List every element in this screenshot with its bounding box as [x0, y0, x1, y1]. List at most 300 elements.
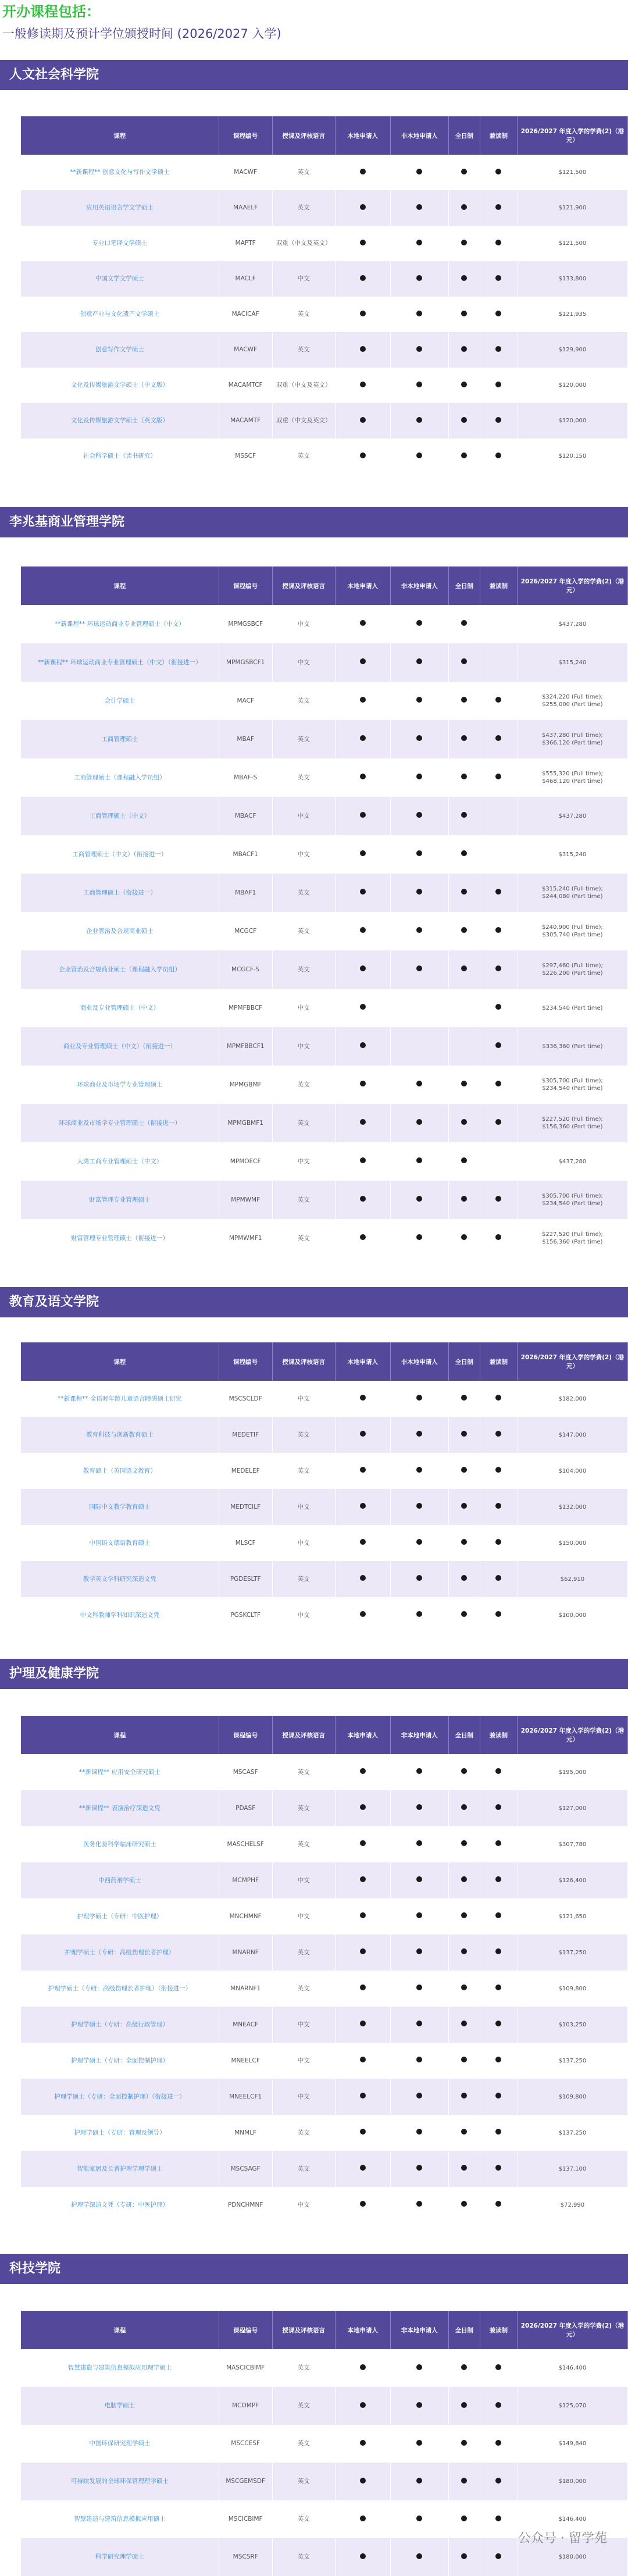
programme-name[interactable]: 教育科技与创新教育硕士 [21, 1417, 219, 1453]
programme-name[interactable]: **新课程** 环球运动商业专业管理硕士（中文） [21, 605, 219, 643]
bullet-dot-icon [495, 889, 501, 895]
programme-name[interactable]: 国际中文教学教育硕士 [21, 1489, 219, 1525]
bullet-dot-icon [495, 240, 501, 245]
tuition-fee: $126,400 [517, 1862, 627, 1898]
local-cell [335, 835, 390, 874]
table-row [21, 950, 628, 989]
pt-cell [480, 297, 517, 332]
programme-name[interactable]: 护理学硕士（专研：管理及领导） [21, 2115, 219, 2151]
bullet-dot-icon [416, 1539, 422, 1545]
programme-name[interactable]: 企业管治及合规商业硕士（课程融入学员组） [21, 950, 219, 989]
local-cell [335, 2079, 390, 2115]
bullet-dot-icon [461, 774, 467, 779]
pt-cell [480, 1417, 517, 1453]
tuition-fee: $132,000 [517, 1489, 627, 1525]
nonlocal-cell [390, 2007, 448, 2043]
nonlocal-cell [390, 1219, 448, 1257]
nonlocal-cell [390, 1826, 448, 1862]
programme-name[interactable]: 工商管理硕士 [21, 720, 219, 758]
teaching-language: 英文 [272, 1104, 335, 1142]
programme-code: MSCSRF [219, 2538, 272, 2576]
ft-cell [448, 989, 480, 1027]
table-row [21, 1104, 628, 1142]
ft-cell [448, 2387, 480, 2425]
local-cell [335, 1066, 390, 1104]
table-row [21, 2187, 628, 2223]
ft-cell [448, 874, 480, 912]
programme-code: MSCCESF [219, 2425, 272, 2463]
local-cell [335, 1754, 390, 1790]
pt-cell [480, 155, 517, 190]
programme-name[interactable]: 财富管理专业管理硕士（衔接进一） [21, 1219, 219, 1257]
local-cell [335, 2538, 390, 2576]
ft-cell [448, 2425, 480, 2463]
teaching-language: 英文 [272, 2538, 335, 2576]
bullet-dot-icon [495, 2553, 501, 2559]
teaching-language: 英文 [272, 155, 335, 190]
bullet-dot-icon [416, 204, 422, 210]
ft-cell [448, 155, 480, 190]
ft-cell [448, 1066, 480, 1104]
programme-code: MBAF [219, 720, 272, 758]
tuition-fee: $182,000 [517, 1381, 627, 1417]
bullet-dot-icon [495, 204, 501, 210]
local-cell [335, 989, 390, 1027]
bullet-dot-icon [461, 382, 467, 387]
pt-cell [480, 2463, 517, 2500]
ft-cell [448, 2079, 480, 2115]
bullet-dot-icon [360, 240, 366, 245]
bullet-dot-icon [495, 417, 501, 423]
programme-name[interactable]: 教育硕士（英国语文教育） [21, 1453, 219, 1489]
bullet-dot-icon [495, 1575, 501, 1581]
programme-name[interactable]: 企业管治及合规商业硕士 [21, 912, 219, 950]
programme-name[interactable]: 大湾工商专业管理硕士（中文） [21, 1142, 219, 1181]
programme-name[interactable]: 护理学硕士（专研：高级行政管理） [21, 2007, 219, 2043]
table-row [21, 1597, 628, 1633]
nonlocal-cell [390, 1862, 448, 1898]
table-row [21, 1826, 628, 1862]
bullet-dot-icon [416, 2478, 422, 2484]
programme-name[interactable]: 文化及传媒旅游文学硕士（英文版） [21, 403, 219, 439]
tuition-fee: $227,520 (Full time); $156,360 (Part time) [517, 1104, 627, 1142]
ft-cell [448, 682, 480, 720]
column-header: 课程 [21, 1342, 219, 1381]
programme-table [21, 1716, 628, 2223]
pt-cell [480, 1027, 517, 1066]
bullet-dot-icon [461, 1539, 467, 1545]
bullet-dot-icon [495, 965, 501, 971]
bullet-dot-icon [360, 2201, 366, 2207]
programme-code: MNARNF [219, 1934, 272, 1971]
bullet-dot-icon [495, 2440, 501, 2446]
bullet-dot-icon [416, 417, 422, 423]
bullet-dot-icon [360, 2478, 366, 2484]
local-cell [335, 1181, 390, 1219]
programme-name[interactable]: **新课程** 创意文化与写作文学硕士 [21, 155, 219, 190]
pt-cell [480, 1971, 517, 2007]
bullet-dot-icon [416, 1234, 422, 1240]
bullet-dot-icon [461, 620, 467, 626]
programme-code: MBAF-S [219, 758, 272, 797]
programme-name[interactable]: 医务化验科学临床研究硕士 [21, 1826, 219, 1862]
programme-code: MNMLF [219, 2115, 272, 2151]
bullet-dot-icon [360, 735, 366, 741]
ft-cell [448, 2007, 480, 2043]
bullet-dot-icon [461, 169, 467, 174]
bullet-dot-icon [495, 1196, 501, 1202]
tuition-fee: $315,240 [517, 643, 627, 682]
programme-code: MCGCF-S [219, 950, 272, 989]
column-header: 2026/2027 年度入学的学费(2)（港元） [517, 1716, 627, 1754]
tuition-fee: $121,650 [517, 1898, 627, 1934]
programme-name[interactable]: **新课程** 环球运动商业专业管理硕士（中文）（衔接进一） [21, 643, 219, 682]
column-header: 非本地申请人 [390, 1342, 448, 1381]
programme-table [21, 116, 628, 474]
tuition-fee: $100,000 [517, 1597, 627, 1633]
column-header: 2026/2027 年度入学的学费(2)（港元） [517, 566, 627, 605]
column-header: 本地申请人 [335, 1342, 390, 1381]
column-header: 兼读制 [480, 566, 517, 605]
ft-cell [448, 2500, 480, 2538]
programme-name[interactable]: 财富管理专业管理硕士 [21, 1181, 219, 1219]
ft-cell [448, 190, 480, 226]
tuition-fee: $305,700 (Full time); $234,540 (Part time) [517, 1066, 627, 1104]
ft-cell [448, 797, 480, 835]
bullet-dot-icon [495, 1804, 501, 1810]
bullet-dot-icon [495, 1539, 501, 1545]
bullet-dot-icon [416, 774, 422, 779]
programme-name[interactable]: 工商管理硕士（课程融入学员组） [21, 758, 219, 797]
programme-name[interactable]: 环球商业及市场学专业管理硕士 [21, 1066, 219, 1104]
table-row [21, 682, 628, 720]
table-row [21, 190, 628, 226]
programme-code: PGDESLTF [219, 1561, 272, 1597]
table-row [21, 2349, 628, 2387]
teaching-language: 英文 [272, 1790, 335, 1826]
programme-code: MPMWMF1 [219, 1219, 272, 1257]
tuition-fee: $234,540 (Part time) [517, 989, 627, 1027]
bullet-dot-icon [461, 812, 467, 818]
programme-code: PDNCHMNF [219, 2187, 272, 2223]
bullet-dot-icon [416, 453, 422, 458]
column-header: 课程编号 [219, 566, 272, 605]
programme-name[interactable]: **新课程** 全语时年龄儿童语言障碍硕士研究 [21, 1381, 219, 1417]
programme-code: MPMOECF [219, 1142, 272, 1181]
programme-name[interactable]: 文化及传媒旅游文学硕士（中文版） [21, 368, 219, 403]
programme-code: MBACF1 [219, 835, 272, 874]
table-row [21, 2043, 628, 2079]
tuition-fee: $147,000 [517, 1417, 627, 1453]
tuition-fee: $146,400 [517, 2349, 627, 2387]
ft-cell [448, 1027, 480, 1066]
table-row [21, 2007, 628, 2043]
nonlocal-cell [390, 1934, 448, 1971]
local-cell [335, 332, 390, 368]
tuition-fee: $109,800 [517, 2079, 627, 2115]
bullet-dot-icon [461, 1196, 467, 1202]
teaching-language: 英文 [272, 297, 335, 332]
programme-name[interactable]: 护理学硕士（专研：高级伤理长者护理）（衔接进一） [21, 1971, 219, 2007]
local-cell [335, 682, 390, 720]
programme-name[interactable]: 应用英语语言学文学硕士 [21, 190, 219, 226]
teaching-language: 中文 [272, 1898, 335, 1934]
programme-name[interactable]: 护理学深造文凭（专研：中医护理） [21, 2187, 219, 2223]
bullet-dot-icon [416, 1196, 422, 1202]
bullet-dot-icon [360, 382, 366, 387]
bullet-dot-icon [416, 382, 422, 387]
programme-name[interactable]: 创意写作文学硕士 [21, 332, 219, 368]
programme-name[interactable]: 工商管理硕士（衔接进一） [21, 874, 219, 912]
bullet-dot-icon [461, 1467, 467, 1473]
programme-name[interactable]: 护理学硕士（专研：全面控制护理）（衔接进一） [21, 2079, 219, 2115]
programme-name[interactable]: 智慧建造与建筑信息模拟应用理学硕士 [21, 2349, 219, 2387]
programme-name[interactable]: 会计学硕士 [21, 682, 219, 720]
programme-name[interactable]: 智能家居及长者护理学理学硕士 [21, 2151, 219, 2187]
bullet-dot-icon [416, 1804, 422, 1810]
ft-cell [448, 261, 480, 297]
programme-code: MEDETIF [219, 1417, 272, 1453]
teaching-language: 英文 [272, 1754, 335, 1790]
programme-code: MPMFBBCF1 [219, 1027, 272, 1066]
bullet-dot-icon [461, 2201, 467, 2207]
local-cell [335, 643, 390, 682]
programme-name[interactable]: 中文科教师学科知识深造文凭 [21, 1597, 219, 1633]
bullet-dot-icon [416, 2021, 422, 2026]
tuition-fee: $104,000 [517, 1453, 627, 1489]
ft-cell [448, 439, 480, 474]
programme-name[interactable]: **新课程** 应用安全研究硕士 [21, 1754, 219, 1790]
bullet-dot-icon [461, 927, 467, 933]
table-row [21, 912, 628, 950]
column-header: 本地申请人 [335, 566, 390, 605]
bullet-dot-icon [360, 658, 366, 664]
bullet-dot-icon [461, 2093, 467, 2098]
bullet-dot-icon [495, 1467, 501, 1473]
teaching-language: 中文 [272, 1489, 335, 1525]
nonlocal-cell [390, 1561, 448, 1597]
pt-cell [480, 1525, 517, 1561]
programme-code: MSCSCLDF [219, 1381, 272, 1417]
table-row [21, 2425, 628, 2463]
ft-cell [448, 1971, 480, 2007]
pt-cell [480, 1104, 517, 1142]
column-header: 授课及评核语言 [272, 1342, 335, 1381]
local-cell [335, 2349, 390, 2387]
teaching-language: 中文 [272, 1142, 335, 1181]
ft-cell [448, 1104, 480, 1142]
programme-code: MNARNF1 [219, 1971, 272, 2007]
local-cell [335, 1898, 390, 1934]
teaching-language: 英文 [272, 1561, 335, 1597]
pt-cell [480, 2043, 517, 2079]
nonlocal-cell [390, 1381, 448, 1417]
tuition-fee: $137,100 [517, 2151, 627, 2187]
column-header: 课程 [21, 566, 219, 605]
table-row [21, 1934, 628, 1971]
pt-cell [480, 1862, 517, 1898]
ft-cell [448, 1219, 480, 1257]
programme-name[interactable]: 电脑学硕士 [21, 2387, 219, 2425]
section-title: 人文社会科学院 [0, 60, 628, 90]
column-header: 全日制 [448, 2311, 480, 2349]
bullet-dot-icon [416, 965, 422, 971]
ft-cell [448, 835, 480, 874]
tuition-fee: $555,320 (Full time); $468,120 (Part time) [517, 758, 627, 797]
nonlocal-cell [390, 261, 448, 297]
local-cell [335, 912, 390, 950]
programme-name[interactable]: 中国文学文学硕士 [21, 261, 219, 297]
table-row [21, 226, 628, 261]
programme-name[interactable]: 工商管理硕士（中文）（衔接进一） [21, 835, 219, 874]
bullet-dot-icon [461, 2478, 467, 2484]
programme-name[interactable]: 中国语文德语教育硕士 [21, 1525, 219, 1561]
bullet-dot-icon [416, 2364, 422, 2370]
teaching-language: 英文 [272, 2115, 335, 2151]
teaching-language: 英文 [272, 1826, 335, 1862]
teaching-language: 英文 [272, 1934, 335, 1971]
bullet-dot-icon [495, 2093, 501, 2098]
column-header: 授课及评核语言 [272, 1716, 335, 1754]
bullet-dot-icon [495, 169, 501, 174]
programme-code: MNEELCF1 [219, 2079, 272, 2115]
bullet-dot-icon [495, 2129, 501, 2135]
local-cell [335, 1934, 390, 1971]
bullet-dot-icon [416, 2402, 422, 2408]
programme-name[interactable]: 教学英文学科研究深造文凭 [21, 1561, 219, 1597]
local-cell [335, 1826, 390, 1862]
teaching-language: 英文 [272, 682, 335, 720]
table-row [21, 439, 628, 474]
programme-code: MPMGSBCF1 [219, 643, 272, 682]
programme-name[interactable]: 护理学硕士（专研：中医护理） [21, 1898, 219, 1934]
programme-code: MACWF [219, 155, 272, 190]
bullet-dot-icon [360, 889, 366, 895]
tuition-fee: $137,250 [517, 2115, 627, 2151]
bullet-dot-icon [416, 1912, 422, 1918]
programme-name[interactable]: 专业口笔译文学硕士 [21, 226, 219, 261]
column-header: 兼读制 [480, 116, 517, 155]
programme-code: MASCICBIMF [219, 2349, 272, 2387]
pt-cell [480, 1066, 517, 1104]
section-title: 护理及健康学院 [0, 1659, 628, 1689]
teaching-language: 双重（中文及英文） [272, 403, 335, 439]
ft-cell [448, 1417, 480, 1453]
teaching-language: 英文 [272, 190, 335, 226]
teaching-language: 中文 [272, 605, 335, 643]
nonlocal-cell [390, 155, 448, 190]
table-row [21, 605, 628, 643]
pt-cell [480, 912, 517, 950]
bullet-dot-icon [461, 2516, 467, 2521]
programme-name[interactable]: 科学研究理学硕士 [21, 2538, 219, 2576]
bullet-dot-icon [461, 1575, 467, 1581]
tuition-fee: $127,000 [517, 1790, 627, 1826]
bullet-dot-icon [495, 2057, 501, 2062]
programme-name[interactable]: **新课程** 表演治疗深造文凭 [21, 1790, 219, 1826]
pt-cell [480, 439, 517, 474]
programme-name[interactable]: 环球商业及市场学专业管理硕士（衔接进一） [21, 1104, 219, 1142]
pt-cell [480, 1453, 517, 1489]
bullet-dot-icon [416, 1768, 422, 1774]
programme-name[interactable]: 护理学硕士（专研：全面控制护理） [21, 2043, 219, 2079]
bullet-dot-icon [461, 1948, 467, 1954]
programme-name[interactable]: 商业及专业管理硕士（中文） [21, 989, 219, 1027]
programme-name[interactable]: 社会科学硕士（读书研究） [21, 439, 219, 474]
pt-cell [480, 190, 517, 226]
pt-cell [480, 368, 517, 403]
table-row [21, 989, 628, 1027]
programme-name[interactable]: 中西药剂学硕士 [21, 1862, 219, 1898]
ft-cell [448, 297, 480, 332]
programme-name[interactable]: 护理学硕士（专研：高级伤理长者护理） [21, 1934, 219, 1971]
programme-name[interactable]: 可持续发展的全球环保管理理学硕士 [21, 2463, 219, 2500]
bullet-dot-icon [495, 2478, 501, 2484]
bullet-dot-icon [495, 697, 501, 703]
programme-code: PGSKCLTF [219, 1597, 272, 1633]
bullet-dot-icon [416, 1575, 422, 1581]
column-header: 2026/2027 年度入学的学费(2)（港元） [517, 1342, 627, 1381]
pt-cell [480, 1489, 517, 1525]
programme-name[interactable]: 智慧建造与建筑信息模拟应用硕士 [21, 2500, 219, 2538]
table-row [21, 403, 628, 439]
column-header: 兼读制 [480, 1716, 517, 1754]
bullet-dot-icon [461, 658, 467, 664]
tuition-fee: $103,250 [517, 2007, 627, 2043]
local-cell [335, 155, 390, 190]
ft-cell [448, 1934, 480, 1971]
bullet-dot-icon [360, 1042, 366, 1048]
ft-cell [448, 2538, 480, 2576]
programme-name[interactable]: 工商管理硕士（中文） [21, 797, 219, 835]
bullet-dot-icon [495, 1004, 501, 1010]
bullet-dot-icon [461, 1503, 467, 1509]
nonlocal-cell [390, 720, 448, 758]
tuition-fee: $150,000 [517, 1525, 627, 1561]
teaching-language: 英文 [272, 1453, 335, 1489]
bullet-dot-icon [360, 1234, 366, 1240]
ft-cell [448, 1489, 480, 1525]
programme-name[interactable]: 创意产业与文化遗产文学硕士 [21, 297, 219, 332]
bullet-dot-icon [416, 1157, 422, 1163]
bullet-dot-icon [360, 1575, 366, 1581]
ft-cell [448, 643, 480, 682]
local-cell [335, 368, 390, 403]
table-row [21, 1066, 628, 1104]
tuition-fee: $129,900 [517, 332, 627, 368]
bullet-dot-icon [495, 1876, 501, 1882]
tuition-fee: $437,280 [517, 605, 627, 643]
programme-name[interactable]: 中国环保研究理学硕士 [21, 2425, 219, 2463]
pt-cell [480, 835, 517, 874]
bullet-dot-icon [461, 697, 467, 703]
bullet-dot-icon [360, 2057, 366, 2062]
bullet-dot-icon [360, 965, 366, 971]
nonlocal-cell [390, 2187, 448, 2223]
column-header: 授课及评核语言 [272, 116, 335, 155]
pt-cell [480, 1219, 517, 1257]
nonlocal-cell [390, 2349, 448, 2387]
bullet-dot-icon [495, 1984, 501, 1990]
bullet-dot-icon [360, 311, 366, 316]
bullet-dot-icon [461, 1804, 467, 1810]
table-row [21, 1381, 628, 1417]
bullet-dot-icon [416, 889, 422, 895]
bullet-dot-icon [461, 346, 467, 352]
programme-name[interactable]: 商业及专业管理硕士（中文）（衔接进一） [21, 1027, 219, 1066]
pt-cell [480, 874, 517, 912]
local-cell [335, 1142, 390, 1181]
